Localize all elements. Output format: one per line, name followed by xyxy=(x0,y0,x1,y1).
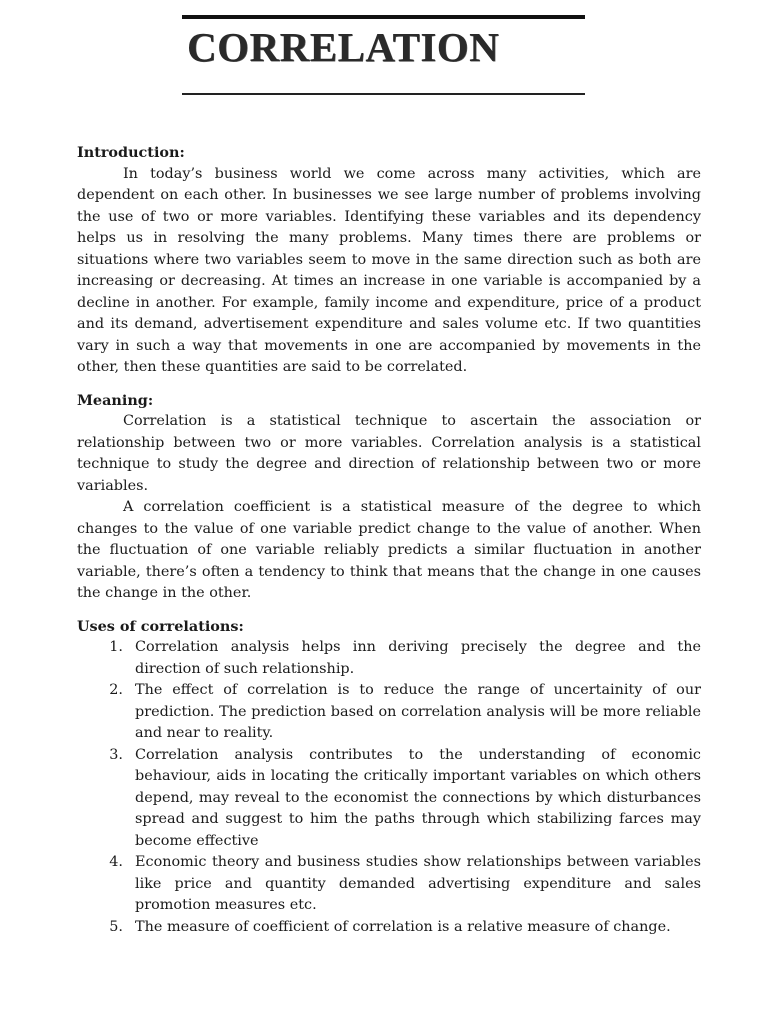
list-item-number: 1. xyxy=(109,639,123,655)
meaning-paragraph-1: Correlation is a statistical technique to ascertain the association or relationship between two or more variables. Correlation analysis is a statistical technique to study the degree and direction of relationship between two or more variables. xyxy=(77,413,701,494)
introduction-paragraph: In today’s business world we come across many activities, which are dependent on each other. In businesses we see large number of problems involving the use of two or more variables. Identifying these variables and its dependency helps us in resolving the many problems. Many times there are problems or situations where two variables seem to move in the same direction such as both are increasing or decreasing. At times an increase in one variable is accompanied by a decline in another. For example, family income and expenditure, price of a product and its demand, advertisement expenditure and sales volume etc. If two quantities vary in such a way that movements in one are accompanied by movements in the other, then these quantities are said to be correlated. xyxy=(77,165,701,375)
list-item-number: 3. xyxy=(109,746,123,763)
list-item xyxy=(77,917,701,939)
list-item xyxy=(77,852,701,917)
introduction-section xyxy=(77,142,701,379)
list-item xyxy=(77,637,701,680)
document-body xyxy=(77,142,701,938)
list-item-number: 2. xyxy=(109,682,123,698)
meaning-paragraph-2: A correlation coefficient is a statistical measure of the degree to which changes to the value of one variable predict change to the value of another. When the fluctuation of one variable reliably predicts a similar fluctuation in another variable, there’s often a tendency to think that means that the change in one causes the change in the other. xyxy=(77,499,701,601)
uses-list xyxy=(77,637,701,938)
document-title: CORRELATION xyxy=(187,24,500,70)
list-item xyxy=(77,680,701,745)
list-item-text: Economic theory and business studies show relationships between variables like price and quantity demanded advertising expenditure and sales promotion measures etc. xyxy=(135,854,701,913)
uses-section xyxy=(77,616,701,939)
title-top-rule xyxy=(182,15,585,19)
meaning-heading: Meaning: xyxy=(77,391,154,409)
uses-heading: Uses of correlations: xyxy=(77,617,244,635)
list-item xyxy=(77,745,701,853)
list-item-number: 5. xyxy=(109,918,123,935)
title-bottom-rule xyxy=(182,93,585,95)
list-item-text: The measure of coefficient of correlation is a relative measure of change. xyxy=(135,918,671,935)
introduction-heading: Introduction: xyxy=(77,144,185,161)
list-item-text: Correlation analysis helps inn deriving precisely the degree and the direction of such relationship. xyxy=(135,639,701,677)
list-item-text: The effect of correlation is to reduce the range of uncertainity of our prediction. The prediction based on correlation analysis will be more reliable and near to reality. xyxy=(135,682,701,741)
list-item-text: Correlation analysis contributes to the understanding of economic behaviour, aids in locating the critically important variables on which others depend, may reveal to the economist the connections by which disturbances spread and suggest to him the paths through which stabilizing farces may become effective xyxy=(135,746,701,849)
meaning-section xyxy=(77,390,701,605)
list-item-number: 4. xyxy=(109,854,123,870)
